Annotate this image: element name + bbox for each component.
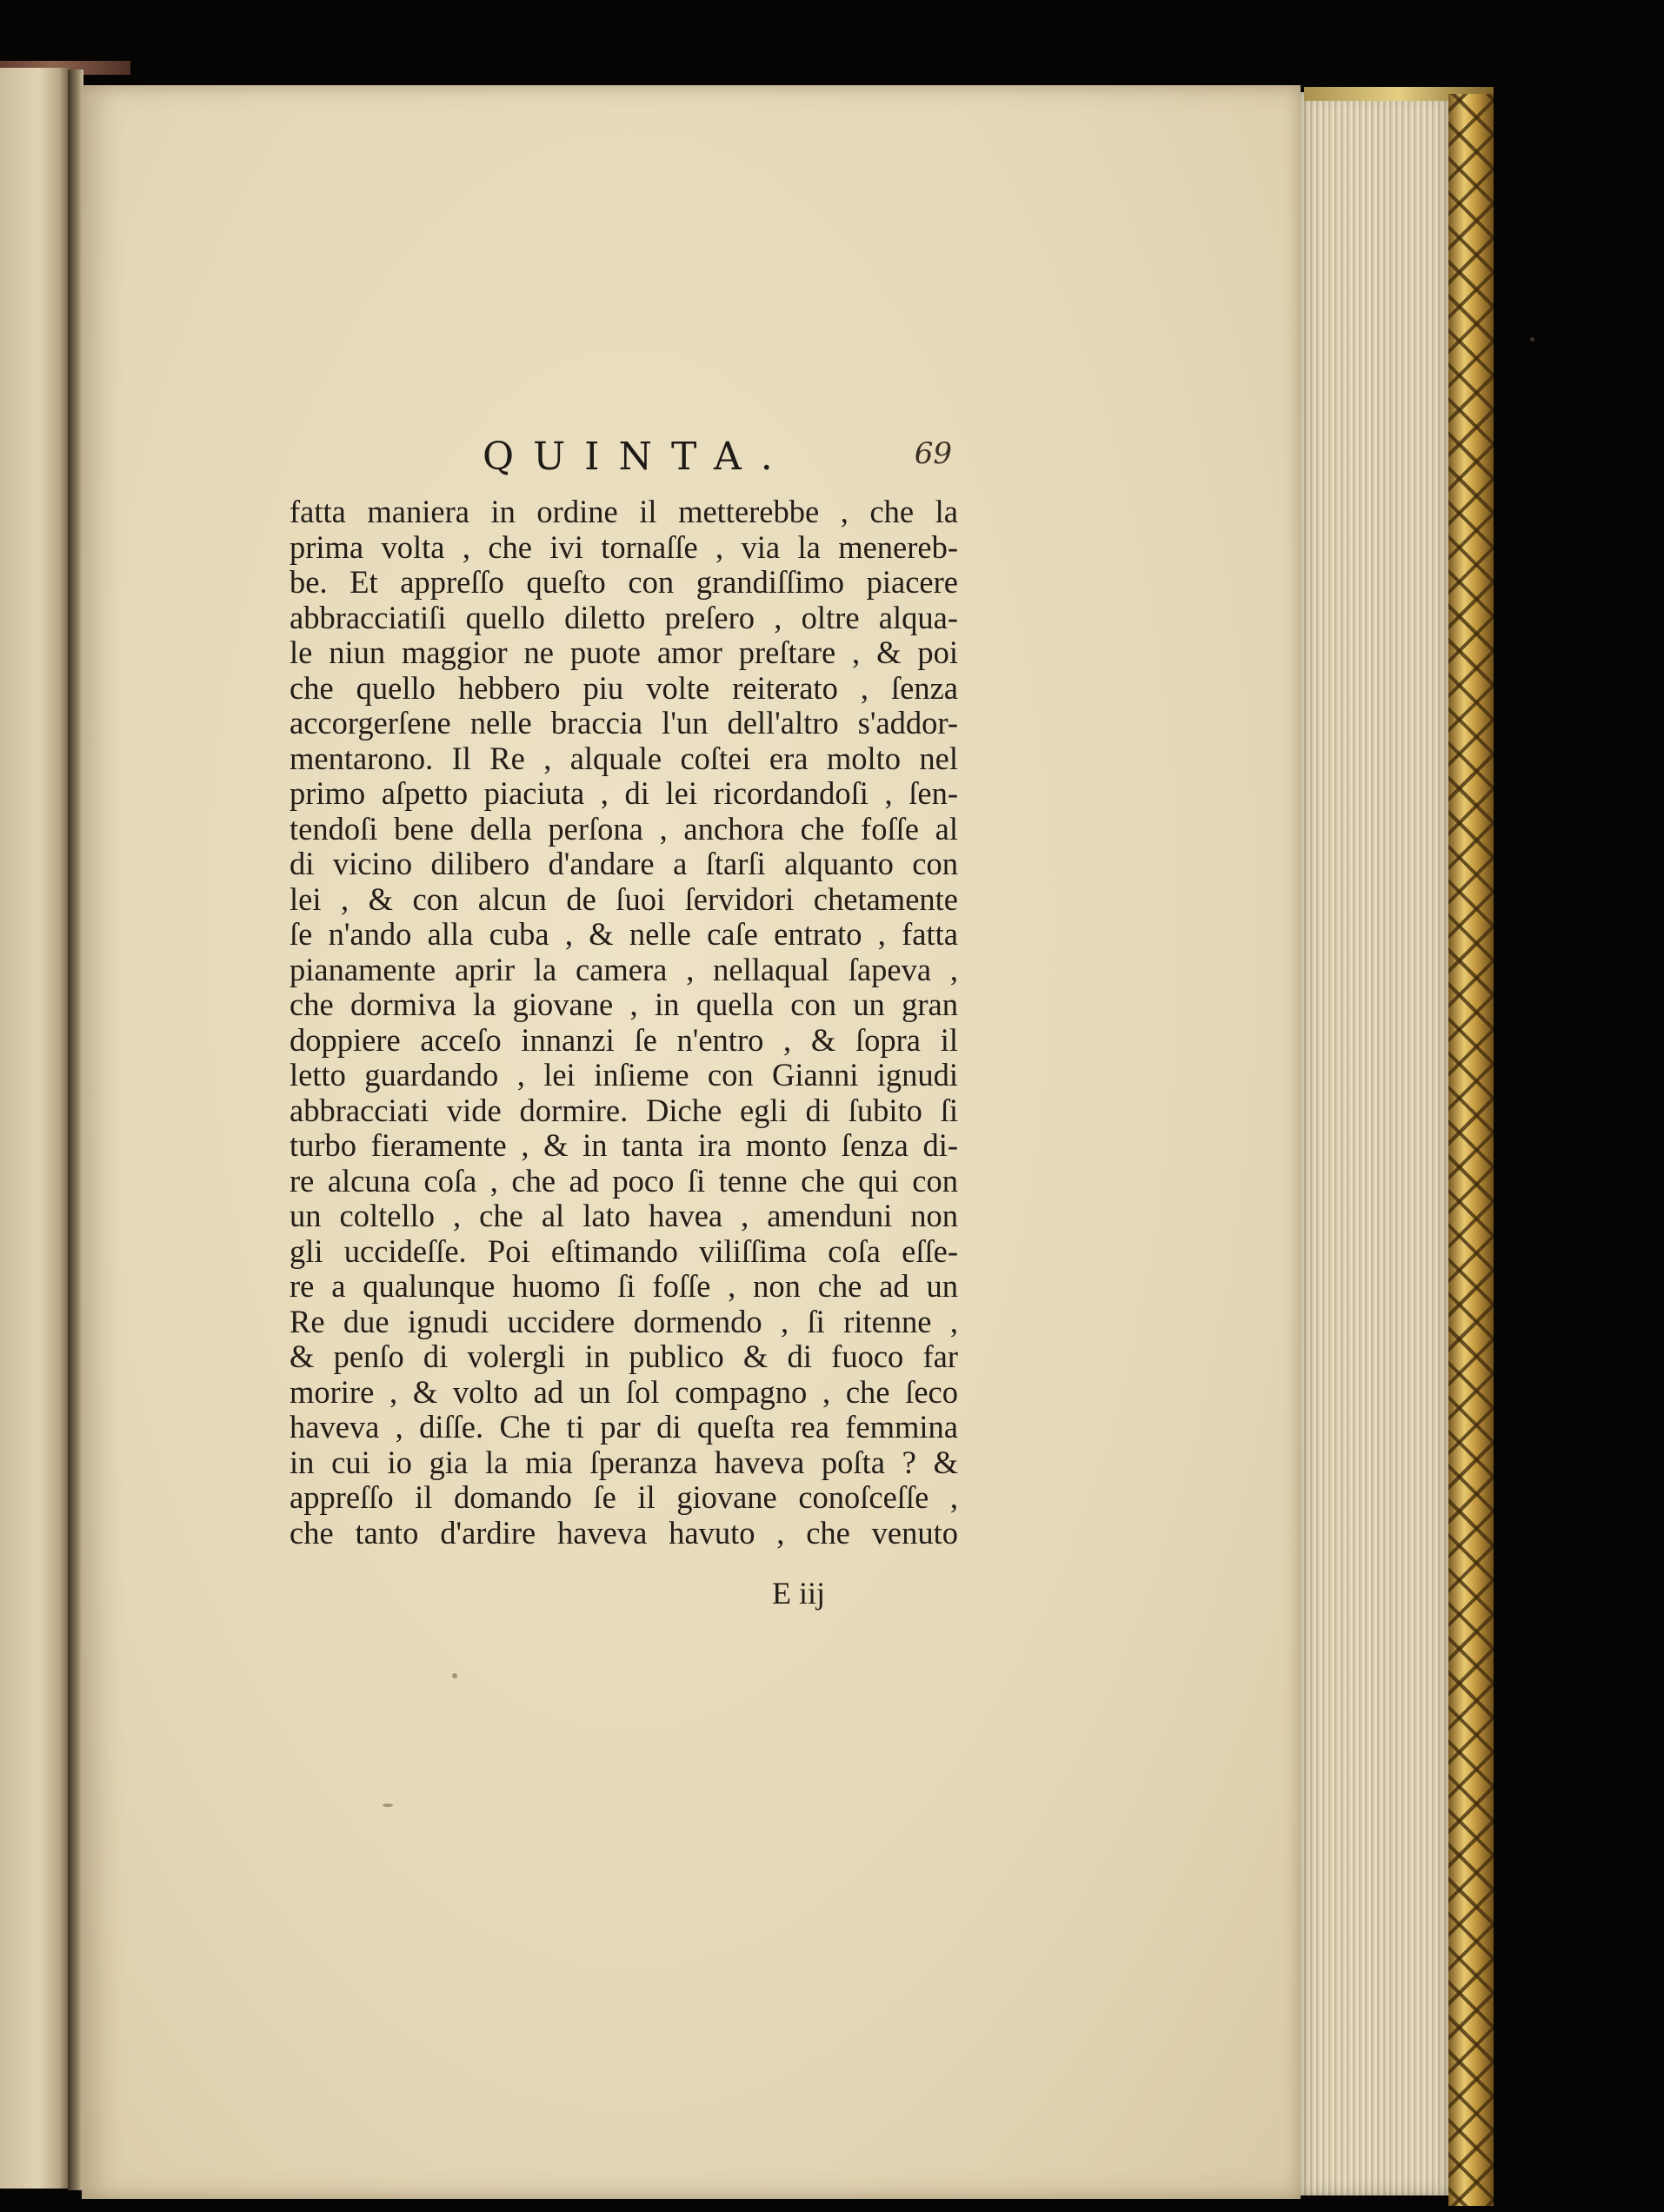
text-line: abbracciatiſi quello diletto preſero , oltre alqua- bbox=[290, 599, 958, 635]
page-fore-edge bbox=[1301, 92, 1448, 2195]
text-line: che dormiva la giovane , in quella con un gran bbox=[290, 986, 958, 1022]
running-head bbox=[483, 435, 952, 488]
text-line: accorgerſene nelle braccia l'un dell'altro s'addor- bbox=[290, 705, 958, 741]
text-line: tendoſi bene della perſona , anchora che foſſe al bbox=[290, 810, 958, 847]
text-line: morire , & volto ad un ſol compagno , che ſeco bbox=[290, 1373, 958, 1410]
text-line: appreſſo il domando ſe il giovane conoſceſſe , bbox=[290, 1479, 958, 1515]
text-line: un coltello , che al lato havea , amenduni non bbox=[290, 1198, 958, 1233]
text-line: be. Et appreſſo queſto con grandiſſimo piacere bbox=[290, 564, 958, 600]
text-line: che tanto d'ardire haveva havuto , che venuto bbox=[290, 1514, 958, 1551]
text-line: prima volta , che ivi tornaſſe , via la menereb- bbox=[290, 528, 958, 565]
signature-mark: E iij bbox=[772, 1576, 825, 1611]
text-line: turbo fieramente , & in tanta ira monto ſenza di- bbox=[290, 1127, 958, 1163]
text-line: primo aſpetto piaciuta , di lei ricordandoſi , ſen- bbox=[290, 775, 958, 811]
text-line: mentarono. Il Re , alquale coſtei era molto nel bbox=[290, 740, 958, 776]
text-line: che quello hebbero piu volte reiterato , ſenza bbox=[290, 669, 958, 706]
body-text bbox=[290, 495, 958, 1551]
paper-speck bbox=[452, 1673, 457, 1678]
text-line: Re due ignudi uccidere dormendo , ſi ritenne , bbox=[290, 1303, 958, 1339]
text-line: ſe n'ando alla cuba , & nelle caſe entrato , fatta bbox=[290, 916, 958, 952]
text-line: re alcuna coſa , che ad poco ſi tenne che qui con bbox=[290, 1162, 958, 1199]
left-page-sliver bbox=[0, 68, 70, 2189]
gilt-spine-border bbox=[1448, 94, 1494, 2206]
text-line: haveva , diſſe. Che ti par di queſta rea femmina bbox=[290, 1409, 958, 1445]
paper-speck bbox=[1530, 337, 1534, 342]
running-head-title: QUINTA. bbox=[483, 435, 792, 479]
text-line: di vicino dilibero d'andare a ſtarſi alquanto con bbox=[290, 846, 958, 881]
page-number: 69 bbox=[914, 436, 952, 471]
text-line: re a qualunque huomo ſi foſſe , non che ad un bbox=[290, 1268, 958, 1304]
text-line: fatta maniera in ordine il metterebbe , che la bbox=[290, 494, 958, 529]
text-line: in cui io gia la mia ſperanza haveva poſta ? & bbox=[290, 1444, 958, 1480]
text-line: lei , & con alcun de ſuoi ſervidori chetamente bbox=[290, 880, 958, 917]
text-line: gli uccideſſe. Poi eſtimando viliſſima coſa eſſe- bbox=[290, 1232, 958, 1269]
text-line: doppiere acceſo innanzi ſe n'entro , & ſopra il bbox=[290, 1021, 958, 1058]
text-line: & penſo di volergli in publico & di fuoco far bbox=[290, 1338, 958, 1374]
text-line: le niun maggior ne puote amor preſtare , & poi bbox=[290, 634, 958, 670]
text-line: abbracciati vide dormire. Diche egli di ſubito ſi bbox=[290, 1092, 958, 1128]
text-line: pianamente aprir la camera , nellaqual ſapeva , bbox=[290, 951, 958, 987]
text-line: letto guardando , lei inſieme con Gianni ignudi bbox=[290, 1057, 958, 1093]
paper-speck bbox=[383, 1803, 393, 1807]
